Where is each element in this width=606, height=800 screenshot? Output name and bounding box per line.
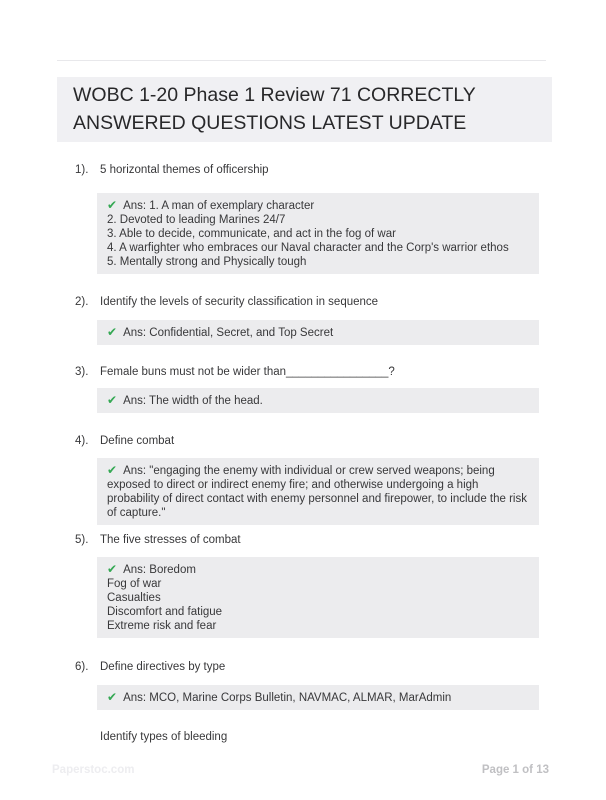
answer-box	[97, 458, 539, 525]
watermark: Paperstoc.com	[52, 764, 135, 776]
answer-line	[107, 325, 529, 340]
header-divider	[57, 60, 546, 61]
question-text: Identify types of bleeding	[100, 731, 228, 743]
question-text: 5 horizontal themes of officership	[100, 164, 269, 176]
question-row	[75, 660, 546, 674]
question-number	[75, 730, 100, 744]
question-number: 5).	[75, 534, 89, 546]
answer-box	[97, 685, 539, 710]
question-number: 4).	[75, 435, 89, 447]
answer-line: Extreme risk and fear	[107, 620, 217, 632]
check-icon: ✔	[107, 690, 118, 704]
question-text: The five stresses of combat	[100, 534, 241, 546]
answer-box	[97, 557, 539, 638]
answer-box	[97, 388, 539, 413]
question-number: 1).	[75, 164, 89, 176]
question-text: Define combat	[100, 435, 175, 447]
question-text: Female buns must not be wider than________________?	[100, 366, 395, 378]
answer-line	[107, 393, 529, 408]
answer-line	[107, 562, 529, 577]
page-indicator: Page 1 of 13	[481, 764, 549, 776]
answer-line: Discomfort and fatigue	[107, 606, 223, 618]
answer-box	[97, 320, 539, 345]
question-number: 3).	[75, 366, 89, 378]
check-icon: ✔	[107, 393, 118, 407]
answer-text: Ans: Confidential, Secret, and Top Secret	[123, 327, 334, 339]
answer-line: 3. Able to decide, communicate, and act in the fog of war	[107, 228, 396, 240]
check-icon: ✔	[107, 562, 118, 576]
question-row	[75, 365, 546, 379]
question-row	[75, 434, 546, 448]
answer-line	[107, 198, 529, 213]
question-number: 6).	[75, 661, 89, 673]
answer-line	[107, 690, 529, 705]
answer-text: Ans: Boredom	[123, 564, 196, 576]
question-row	[75, 295, 546, 309]
answer-line	[107, 463, 529, 520]
answer-line: Casualties	[107, 592, 161, 604]
answer-text: Ans: "engaging the enemy with individual or crew served weapons; being exposed to direct or indirect enemy fire; and otherwise undergoing a high probability of direct contact with enemy personnel and firepower, to include the risk of capture."	[107, 465, 527, 519]
answer-line: 2. Devoted to leading Marines 24/7	[107, 214, 286, 226]
question-text: Identify the levels of security classification in sequence	[100, 296, 379, 308]
document-title: WOBC 1-20 Phase 1 Review 71 CORRECTLY ANSWERED QUESTIONS LATEST UPDATE	[57, 77, 552, 142]
answer-line: Fog of war	[107, 578, 162, 590]
check-icon: ✔	[107, 463, 118, 477]
answer-text: Ans: 1. A man of exemplary character	[123, 200, 315, 212]
question-row	[75, 533, 546, 547]
check-icon: ✔	[107, 325, 118, 339]
answer-text: Ans: The width of the head.	[123, 395, 263, 407]
answer-line: 4. A warfighter who embraces our Naval character and the Corp's warrior ethos	[107, 242, 509, 254]
answer-text: Ans: MCO, Marine Corps Bulletin, NAVMAC, ALMAR, MarAdmin	[123, 692, 452, 704]
question-row	[75, 730, 546, 744]
check-icon: ✔	[107, 198, 118, 212]
answer-box	[97, 193, 539, 274]
question-row	[75, 163, 546, 177]
answer-line: 5. Mentally strong and Physically tough	[107, 256, 307, 268]
question-number: 2).	[75, 296, 89, 308]
question-text: Define directives by type	[100, 661, 226, 673]
